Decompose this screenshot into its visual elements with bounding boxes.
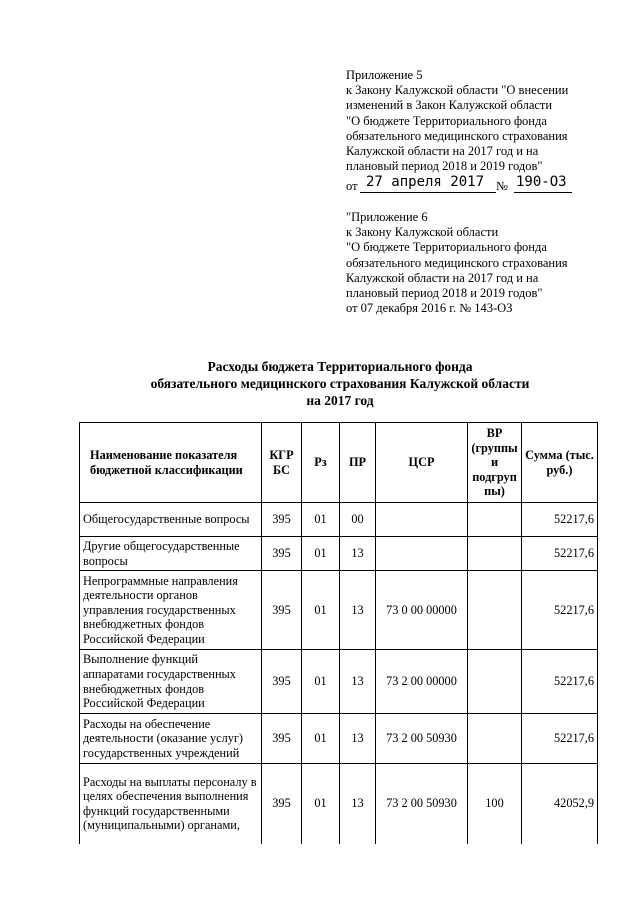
cell-csr <box>376 503 468 537</box>
cell-rz: 01 <box>302 537 340 571</box>
appendix-6-line: "Приложение 6 <box>346 210 428 224</box>
table-row <box>80 537 598 571</box>
appendix-6-line: Калужской области на 2017 год и на <box>346 270 539 285</box>
cell-pr: 13 <box>340 764 376 844</box>
appendix-5-header <box>346 68 568 174</box>
header-rz: Рз <box>302 423 340 503</box>
appendix-5-line: Калужской области на 2017 год и на <box>346 144 539 159</box>
title-line: на 2017 год <box>306 393 374 408</box>
number-prefix: № <box>496 179 508 193</box>
cell-name: Общегосударственные вопросы <box>80 503 262 537</box>
cell-csr: 73 2 00 00000 <box>376 650 468 714</box>
header-vr: ВР (группы и подгруп пы) <box>468 423 522 503</box>
table-row <box>80 764 598 844</box>
cell-kgrbs: 395 <box>262 571 302 650</box>
law-date-stamp: 27 апреля 2017 <box>360 174 496 193</box>
table-row <box>80 571 598 650</box>
cell-sum: 52217,6 <box>522 503 598 537</box>
appendix-6-line: к Закону Калужской области <box>346 225 499 240</box>
appendix-5-line: к Закону Калужской области "О внесении <box>346 83 569 98</box>
title-line: Расходы бюджета Территориального фонда <box>207 359 473 374</box>
cell-csr <box>376 537 468 571</box>
appendix-6-line: от 07 декабря 2016 г. № 143-ОЗ <box>346 301 513 316</box>
table-header-row <box>80 423 598 503</box>
cell-rz: 01 <box>302 764 340 844</box>
table-row <box>80 503 598 537</box>
cell-vr <box>468 714 522 764</box>
cell-sum: 52217,6 <box>522 650 598 714</box>
cell-name: Выполнение функций аппаратами государственных внебюджетных фондов Российской Федерации <box>80 650 262 714</box>
cell-kgrbs: 395 <box>262 650 302 714</box>
cell-sum: 52217,6 <box>522 571 598 650</box>
appendix-6-line: плановый период 2018 и 2019 годов" <box>346 286 543 301</box>
header-sum: Сумма (тыс. руб.) <box>522 423 598 503</box>
cell-vr <box>468 571 522 650</box>
table-row <box>80 650 598 714</box>
cell-csr: 73 0 00 00000 <box>376 571 468 650</box>
appendix-5-line: плановый период 2018 и 2019 годов" <box>346 159 543 174</box>
law-number-stamp: 190-ОЗ <box>514 174 572 193</box>
cell-pr: 00 <box>340 503 376 537</box>
cell-pr: 13 <box>340 714 376 764</box>
cell-vr <box>468 650 522 714</box>
cell-csr: 73 2 00 50930 <box>376 764 468 844</box>
cell-vr <box>468 537 522 571</box>
header-csr: ЦСР <box>376 423 468 503</box>
expense-table <box>79 422 598 844</box>
cell-name: Расходы на обеспечение деятельности (оказание услуг) государственных учреждений <box>80 714 262 764</box>
cell-name: Непрограммные направления деятельности органов управления государственных внебюджетных фондов Российской Федерации <box>80 571 262 650</box>
cell-kgrbs: 395 <box>262 714 302 764</box>
cell-pr: 13 <box>340 537 376 571</box>
cell-sum: 52217,6 <box>522 537 598 571</box>
header-name: Наименование показателя бюджетной классификации <box>80 423 262 503</box>
cell-name: Расходы на выплаты персоналу в целях обеспечения выполнения функций государственными (муниципальными) органами, <box>80 764 262 844</box>
document-title <box>80 358 600 409</box>
appendix-6-header <box>346 210 568 316</box>
date-prefix: от <box>346 179 358 193</box>
cell-vr <box>468 503 522 537</box>
cell-rz: 01 <box>302 571 340 650</box>
appendix-5-line: изменений в Закон Калужской области <box>346 98 553 113</box>
appendix-5-line: Приложение 5 <box>346 68 423 82</box>
appendix-6-line: "О бюджете Территориального фонда <box>346 240 547 255</box>
appendix-6-line: обязательного медицинского страхования <box>346 255 568 270</box>
table-row <box>80 714 598 764</box>
cell-sum: 52217,6 <box>522 714 598 764</box>
cell-rz: 01 <box>302 650 340 714</box>
cell-rz: 01 <box>302 714 340 764</box>
header-pr: ПР <box>340 423 376 503</box>
cell-pr: 13 <box>340 571 376 650</box>
cell-csr: 73 2 00 50930 <box>376 714 468 764</box>
cell-sum: 42052,9 <box>522 764 598 844</box>
cell-vr: 100 <box>468 764 522 844</box>
cell-rz: 01 <box>302 503 340 537</box>
appendix-5-line: "О бюджете Территориального фонда <box>346 113 547 128</box>
cell-name: Другие общегосударственные вопросы <box>80 537 262 571</box>
cell-pr: 13 <box>340 650 376 714</box>
cell-kgrbs: 395 <box>262 503 302 537</box>
cell-kgrbs: 395 <box>262 764 302 844</box>
title-line: обязательного медицинского страхования Калужской области <box>150 376 530 391</box>
cell-kgrbs: 395 <box>262 537 302 571</box>
appendix-5-line: обязательного медицинского страхования <box>346 128 568 143</box>
header-kgrbs: КГР БС <box>262 423 302 503</box>
